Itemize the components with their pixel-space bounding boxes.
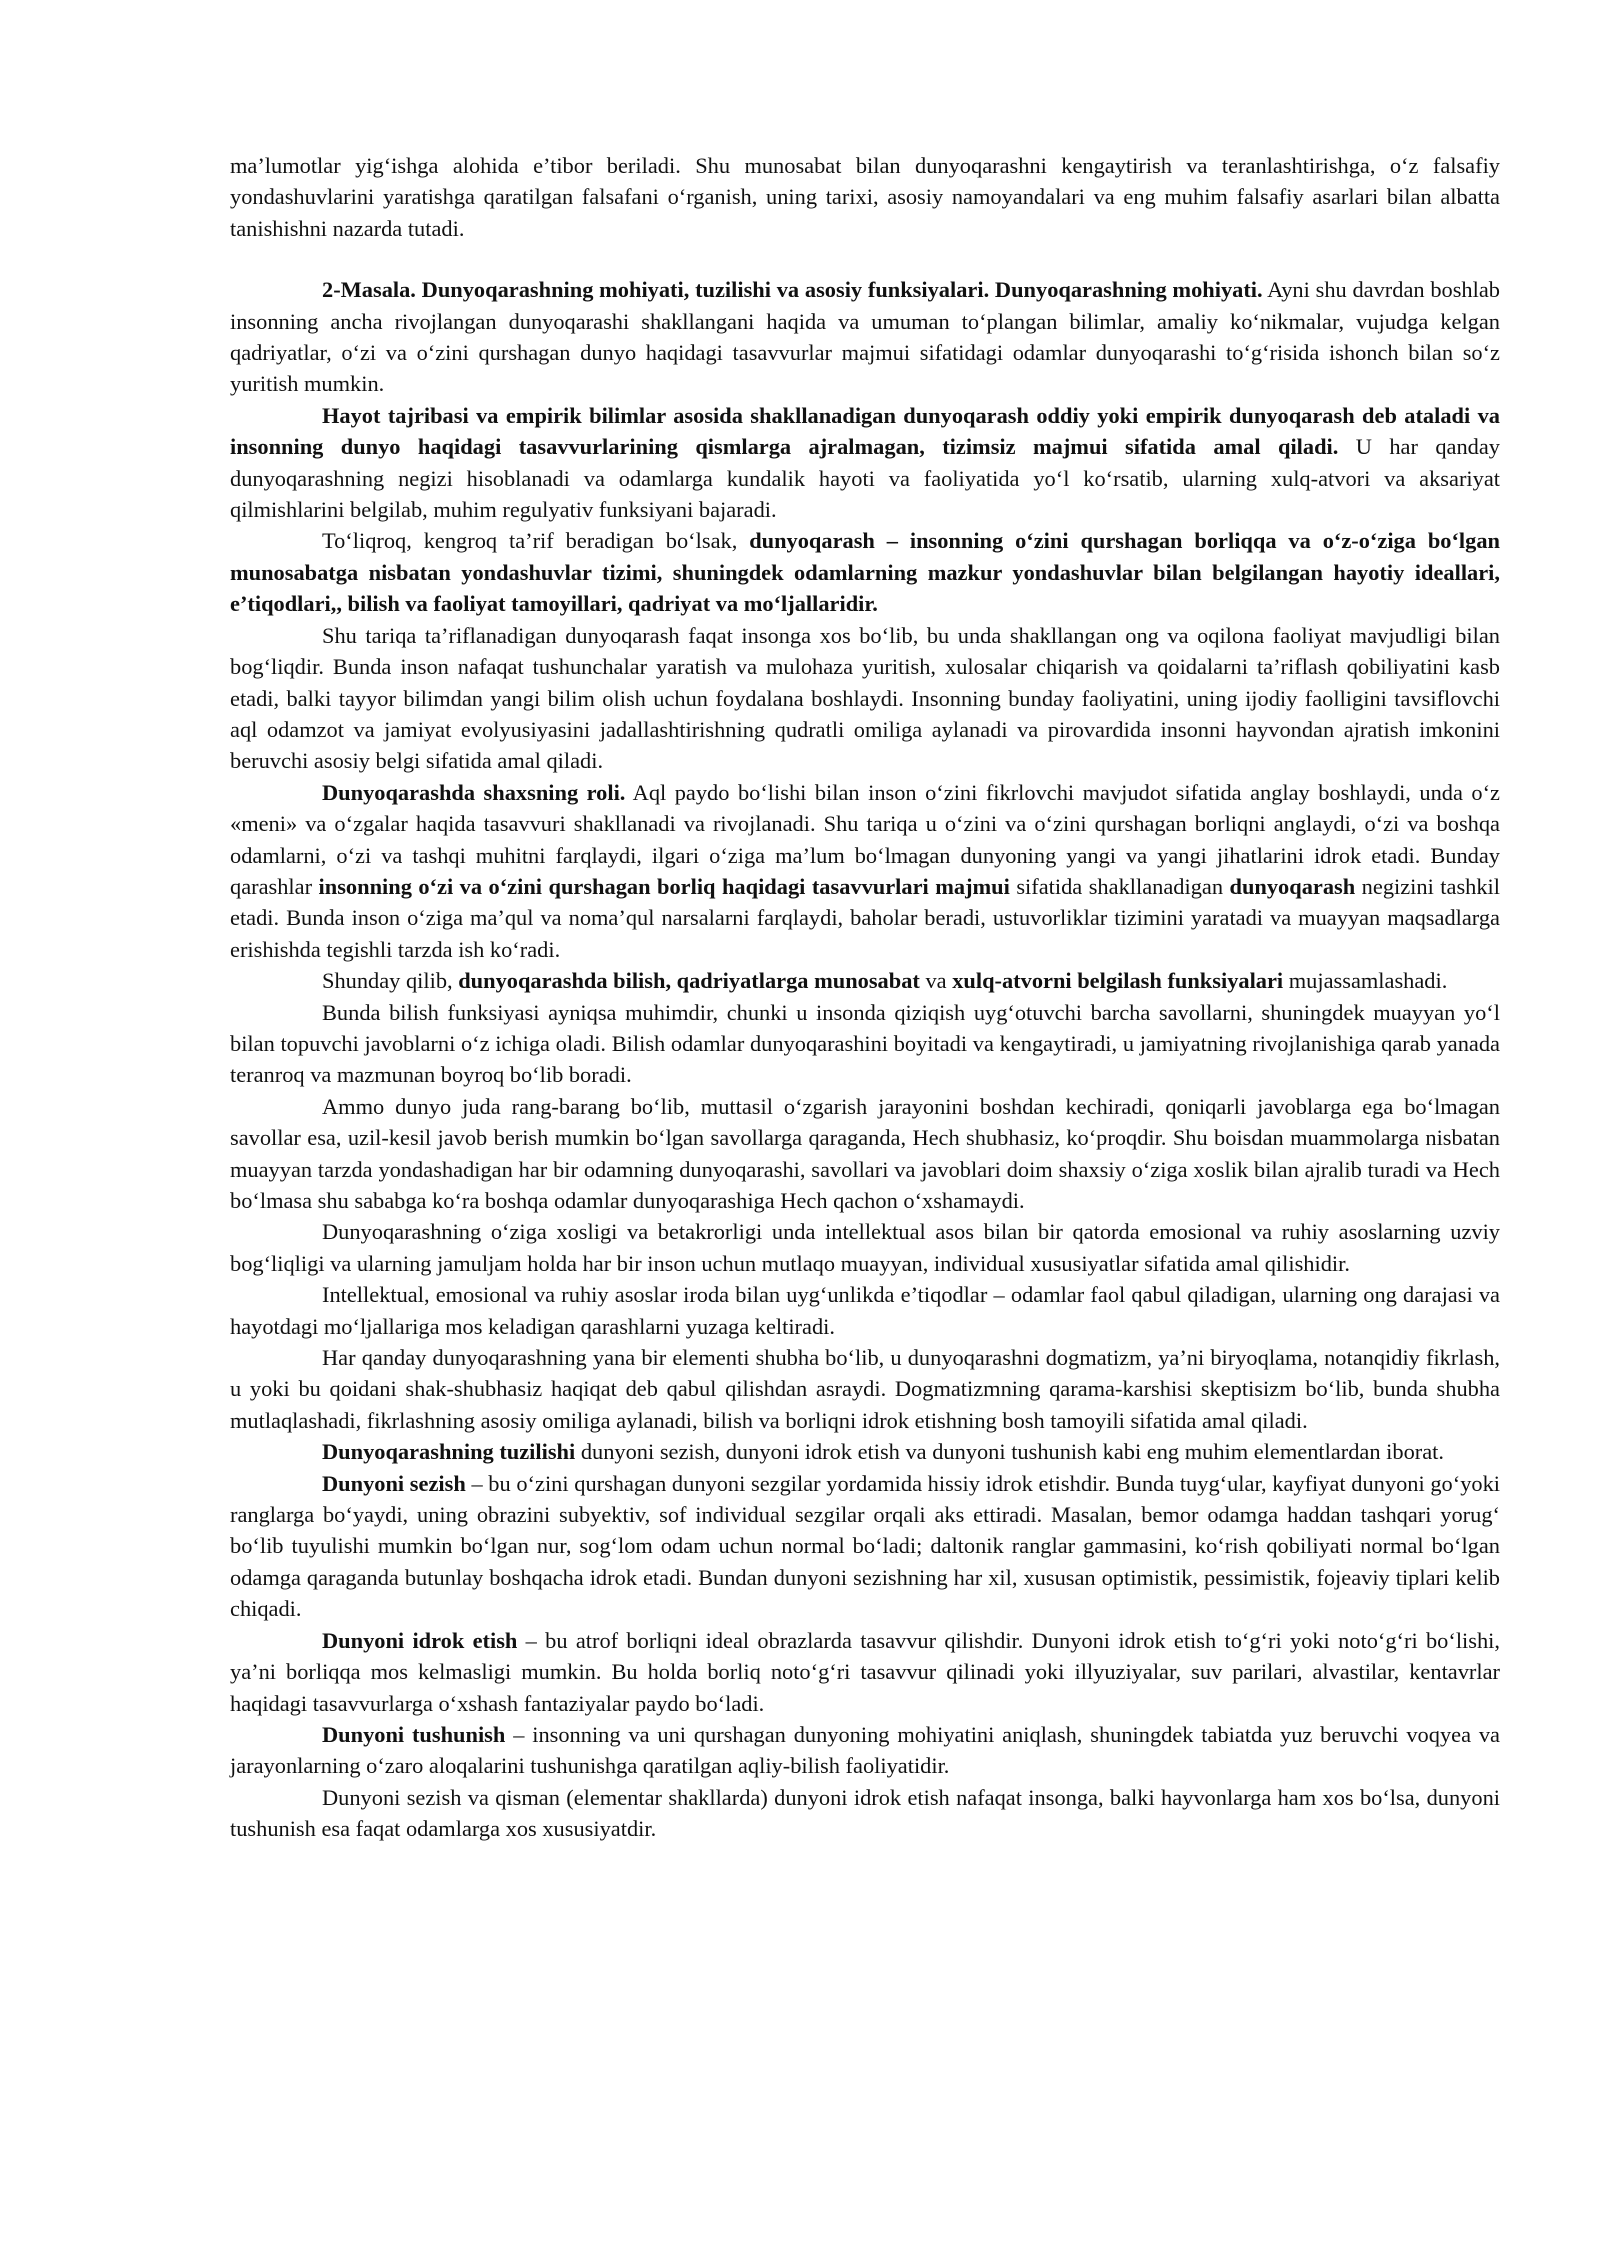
text-run: – bu o‘zini qurshagan dunyoni sezgilar yordamida hissiy idrok etishdir. Bunda tuyg‘ular, kayfiyat dunyoni go‘yoki ranglarga bo‘yaydi, uning obrazini subyektiv, sof individual sezgilar orqali aks ettiradi. Masalan, bemor odamga haddan tashqari yorug‘ bo‘lib tuyulishi mumkin bo‘lgan nur, sog‘lom odam uchun normal bo‘ladi; daltonik ranglar gammasini, ko‘rish qobiliyati normal bo‘lgan odamga qaraganda butunlay boshqacha idrok etadi. Bundan dunyoni sezishning har xil, xususan optimistik, pessimistik, fojeaviy tiplari kelib chiqadi. [230, 1470, 1500, 1622]
bold-text-run: Dunyoni sezish [322, 1470, 466, 1496]
paragraph [230, 1782, 1500, 1845]
paragraph [230, 1216, 1500, 1279]
paragraph [230, 525, 1500, 619]
bold-text-run: Dunyoqarashda shaxsning roli. [322, 779, 626, 805]
text-run: Intellektual, emosional va ruhiy asoslar iroda bilan uyg‘unlikda e’tiqodlar – odamlar faol qabul qiladigan, ularning ong darajasi va hayotdagi mo‘ljallariga mos keladigan qarashlarni yuzaga keltiradi. [230, 1282, 1500, 1339]
text-run: Aql paydo bo‘lishi bilan inson o‘zini fikrlovchi mavjudot sifatida anglay boshlaydi, unda o‘z «meni» va o‘zgalar haqida tasavvuri shakllanadi va rivojlanadi. Shu tariqa u o‘zini va o‘zini qurshagan borliqni anglaydi, o‘zi va boshqa odamlarni, o‘zi va tashqi muhitni farqlaydi, ilgari o‘ziga ma’lum bo‘lmagan dunyoning yangi va yangi jihatlarini idrok etadi. Bunday qarashlar [230, 779, 1500, 899]
bold-text-run: insonning o‘zi va o‘zini qurshagan borliq haqidagi tasavvurlari majmui [318, 873, 1010, 899]
bold-text-run: dunyoqarashda bilish, qadriyatlarga munosabat [458, 968, 920, 994]
paragraph [230, 1625, 1500, 1719]
text-run: dunyoni sezish, dunyoni idrok etish va dunyoni tushunish kabi eng muhim elementlardan iborat. [575, 1439, 1444, 1465]
paragraph [230, 777, 1500, 965]
text-run: Ayni shu davrdan boshlab insonning ancha rivojlangan dunyoqarashi shakllangani haqida va umuman to‘plangan bilimlar, amaliy ko‘nikmalar, vujudga kelgan qadriyatlar, o‘zi va o‘zini qurshagan dunyo haqidagi tasavvurlar majmui sifatidagi odamlar dunyoqarashi to‘g‘risida ishonch bilan so‘z yuritish mumkin. [230, 277, 1500, 397]
text-run: sifatida shakllanadigan [1009, 873, 1230, 899]
text-run: Ammo dunyo juda rang-barang bo‘lib, muttasil o‘zgarish jarayonini boshdan kechiradi, qoniqarli javoblarga ega bo‘lmagan savollar esa, uzil-kesil javob berish mumkin bo‘lgan savollarga qaraganda, Hech shubhasiz, ko‘proqdir. Shu boisdan muammolarga nisbatan muayyan tarzda yondashadigan har bir odamning dunyoqarashi, savollari va javoblari doim shaxsiy o‘ziga xoslik bilan ajralib turadi va Hech bo‘lmasa shu sababga ko‘ra boshqa odamlar dunyoqarashiga Hech qachon o‘xshamaydi. [230, 1093, 1500, 1213]
bold-text-run: Dunyoqarashning tuzilishi [322, 1439, 576, 1465]
bold-text-run: dunyoqarash [1229, 873, 1356, 899]
text-run: – bu atrof borliqni ideal obrazlarda tasavvur qilishdir. Dunyoni idrok etish to‘g‘ri yoki noto‘g‘ri bo‘lishi, ya’ni borliqqa mos kelmasligi mumkin. Bu holda borliq noto‘g‘ri tasavvur qilinadi yoki illyuziyalar, suv parilari, alvastilar, kentavrlar haqidagi tasavvurlarga o‘xshash fantaziyalar paydo bo‘ladi. [230, 1627, 1500, 1716]
paragraph [230, 150, 1500, 244]
paragraph [230, 997, 1500, 1091]
paragraph [230, 1719, 1500, 1782]
paragraph [230, 1342, 1500, 1436]
bold-text-run: 2-Masala. Dunyoqarashning mohiyati, tuzilishi va asosiy funksiyalari. Dunyoqarashning mohiyati. [322, 277, 1263, 303]
text-run: Har qanday dunyoqarashning yana bir elementi shubha bo‘lib, u dunyoqarashni dogmatizm, ya’ni biryoqlama, notanqidiy fikrlash, u yoki bu qoidani shak-shubhasiz haqiqat deb qabul qilishdan asraydi. Dogmatizmning qarama-karshisi skeptisizm bo‘lib, bunda shubha mutlaqlashadi, fikrlashning asosiy omiliga aylanadi, bilish va borliqni idrok etishning bosh tamoyili sifatida amal qiladi. [230, 1345, 1500, 1433]
text-run: negizini tashkil etadi. Bunda inson o‘ziga ma’qul va noma’qul narsalarni farqlaydi, baholar beradi, ustuvorliklar tizimini yaratadi va muayyan maqsadlarga erishishda tegishli tarzda ish ko‘radi. [230, 873, 1500, 962]
paragraph [230, 1468, 1500, 1625]
text-run: Shu tariqa ta’riflanadigan dunyoqarash faqat insonga xos bo‘lib, bu unda shakllangan ong va oqilona faoliyat mavjudligi bilan bog‘liqdir. Bunda inson nafaqat tushunchalar yaratish va mulohaza yuritish, xulosalar chiqarish va qoidalarni ta’riflash qobiliyatini kasb etadi, balki tayyor bilimdan yangi bilim olish uchun foydalana boshlaydi. Insonning bunday faoliyatini, uning ijodiy faolligini tavsiflovchi aql odamzot va jamiyat evolyusiyasini jadallashtirishning qudratli omiliga aylanadi va pirovardida insonni hayvondan ajratish imkonini beruvchi asosiy belgi sifatida amal qiladi. [230, 622, 1500, 774]
text-run: mujassamlashadi. [1283, 968, 1448, 994]
bold-text-run: Hayot tajribasi va empirik bilimlar asosida shakllanadigan dunyoqarash oddiy yoki empirik dunyoqarash deb ataladi va insonning dunyo haqidagi tasavvurlarining qismlarga ajralmagan, tizimsiz majmui sifatida amal qiladi. [230, 402, 1500, 460]
text-run: U har qanday dunyoqarashning negizi hisoblanadi va odamlarga kundalik hayoti va faoliyatida yo‘l ko‘rsatib, ularning xulq-atvori va aksariyat qilmishlarini belgilab, muhim regulyativ funksiyani bajaradi. [230, 434, 1500, 523]
text-run: To‘liqroq, kengroq ta’rif beradigan bo‘lsak, [322, 528, 750, 554]
text-run: Bunda bilish funksiyasi ayniqsa muhimdir, chunki u insonda qiziqish uyg‘otuvchi barcha savollarni, shuningdek muayyan yo‘l bilan topuvchi javoblarni o‘z ichiga oladi. Bilish odamlar dunyoqarashini boyitadi va kengaytiradi, u jamiyatning rivojlanishiga qarab yanada teranroq va mazmunan boyroq bo‘lib boradi. [230, 999, 1500, 1088]
paragraph [230, 1091, 1500, 1217]
text-run: Dunyoqarashning o‘ziga xosligi va betakrorligi unda intellektual asos bilan bir qatorda emosional va ruhiy asoslarning uzviy bog‘liqligi va ularning jamuljam holda har bir inson uchun mutlaqo muayyan, individual xususiyatlar sifatida amal qilishidir. [230, 1219, 1500, 1276]
paragraph [230, 1436, 1500, 1467]
document-page [230, 150, 1500, 1845]
paragraph [230, 1279, 1500, 1342]
bold-text-run: dunyoqarash – insonning o‘zini qurshagan borliqqa va o‘z-o‘ziga bo‘lgan munosabatga nisbatan yondashuvlar tizimi, shuningdek odamlarning mazkur yondashuvlar bilan belgilangan hayotiy ideallari, e’tiqodlari,, bilish va faoliyat tamoyillari, qadriyat va mo‘ljallaridir. [230, 528, 1500, 617]
paragraph [230, 965, 1500, 996]
bold-text-run: Dunyoni idrok etish [322, 1627, 518, 1653]
paragraph [230, 400, 1500, 526]
text-run: va [919, 968, 953, 994]
text-run: ma’lumotlar yig‘ishga alohida e’tibor beriladi. Shu munosabat bilan dunyoqarashni kengaytirish va teranlashtirishga, o‘z falsafiy yondashuvlarini yaratishga qaratilgan falsafani o‘rganish, uning tarixi, asosiy namoyandalari va eng muhim falsafiy asarlari bilan albatta tanishishni nazarda tutadi. [230, 153, 1500, 241]
paragraph [230, 620, 1500, 777]
text-run: Dunyoni sezish va qisman (elementar shakllarda) dunyoni idrok etish nafaqat insonga, balki hayvonlarga ham xos bo‘lsa, dunyoni tushunish esa faqat odamlarga xos xususiyatdir. [230, 1784, 1500, 1842]
bold-text-run: Dunyoni tushunish [322, 1721, 506, 1747]
paragraph [230, 274, 1500, 400]
text-run: – insonning va uni qurshagan dunyoning mohiyatini aniqlash, shuningdek tabiatda yuz beruvchi voqyea va jarayonlarning o‘zaro aloqalarini tushunishga qaratilgan aqliy-bilish faoliyatidir. [230, 1721, 1500, 1779]
text-run: Shunday qilib, [322, 968, 459, 994]
bold-text-run: xulq-atvorni belgilash funksiyalari [952, 968, 1284, 994]
